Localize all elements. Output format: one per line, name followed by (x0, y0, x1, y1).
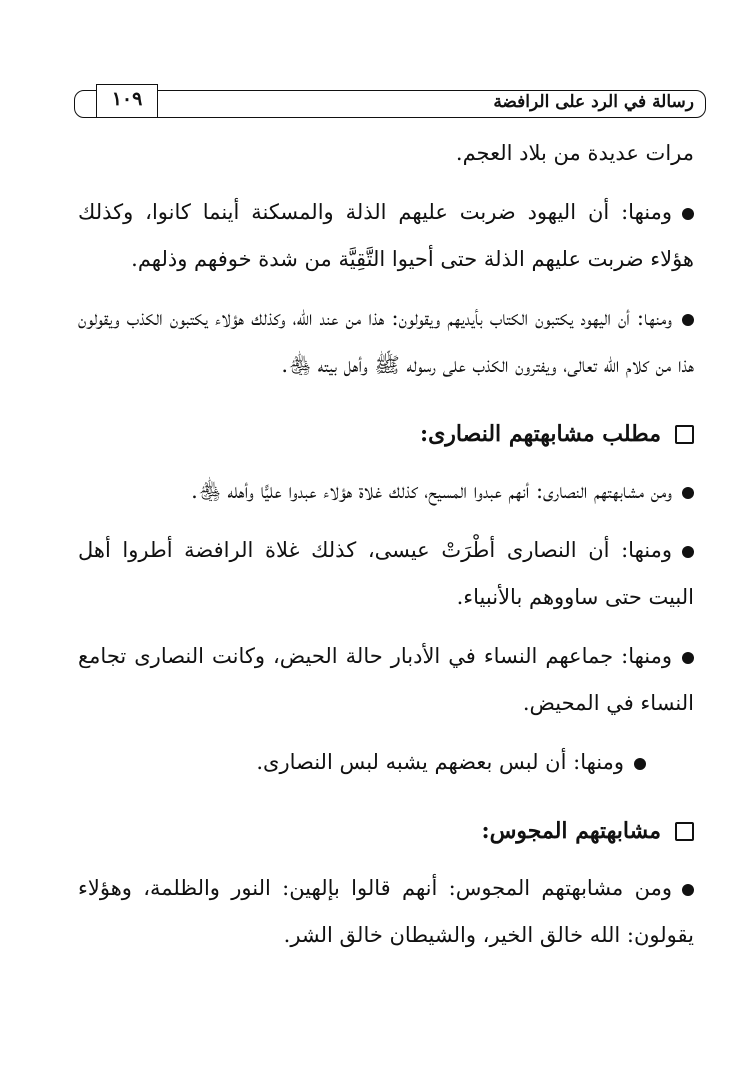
square-icon (675, 822, 694, 841)
section-heading-text: مشابهتهم المجوس: (481, 818, 661, 844)
bullet-icon (682, 884, 694, 896)
section-heading (78, 808, 694, 855)
paragraph (78, 295, 694, 389)
paragraph (78, 633, 694, 727)
paragraph (78, 468, 694, 515)
paragraph-text: ومن مشابهتهم المجوس: أنهم قالوا بإلهين: النور والظلمة، وهؤلاء يقولون: الله خالق الخير، والشيطان خالق الشر. (78, 876, 694, 947)
paragraph-text: ومنها: جماعهم النساء في الأدبار حالة الحيض، وكانت النصارى تجامع النساء في المحيض. (78, 644, 694, 715)
paragraph-text: ومنها: أن لبس بعضهم يشبه لبس النصارى. (256, 750, 624, 774)
paragraph (78, 130, 694, 177)
paragraph (78, 739, 694, 786)
bullet-icon (634, 758, 646, 770)
paragraph (78, 527, 694, 621)
bullet-icon (682, 208, 694, 220)
paragraph-text: ومن مشابهتهم النصارى: أنهم عبدوا المسيح، كذلك غلاة هؤلاء عبدوا عليًّا وأهله ﵃. (191, 479, 672, 503)
paragraph-text: ومنها: أن اليهود ضربت عليهم الذلة والمسكنة أينما كانوا، وكذلك هؤلاء ضربت عليهم الذلة حتى أحيوا التَّقِيَّة من شدة خوفهم وذلهم. (78, 200, 694, 271)
bullet-icon (682, 487, 694, 499)
page-body (78, 130, 694, 959)
paragraph (78, 189, 694, 283)
header-title: رسالة في الرد على الرافضة (493, 92, 694, 112)
page-number-box (96, 84, 158, 117)
page-number: ١٠٩ (111, 88, 143, 110)
section-heading-text: مطلب مشابهتهم النصارى: (419, 421, 661, 447)
bullet-icon (682, 652, 694, 664)
square-icon (675, 425, 694, 444)
section-heading (78, 411, 694, 458)
paragraph-text: ومنها: أن النصارى أطْرَتْ عيسى، كذلك غلاة الرافضة أطروا أهل البيت حتى ساووهم بالأنبياء. (78, 538, 694, 609)
page-header (74, 84, 706, 118)
bullet-icon (682, 546, 694, 558)
paragraph-text: مرات عديدة من بلاد العجم. (455, 141, 694, 165)
bullet-icon (682, 314, 694, 326)
paragraph (78, 865, 694, 959)
paragraph-text: ومنها: أن اليهود يكتبون الكتاب بأيديهم ويقولون: هذا من عند الله، وكذلك هؤلاء يكتبون الكذب ويقولون هذا من كلام الله تعالى، ويفترون الكذب على رسوله ﷺ وأهل بيته ﵃. (78, 306, 694, 377)
